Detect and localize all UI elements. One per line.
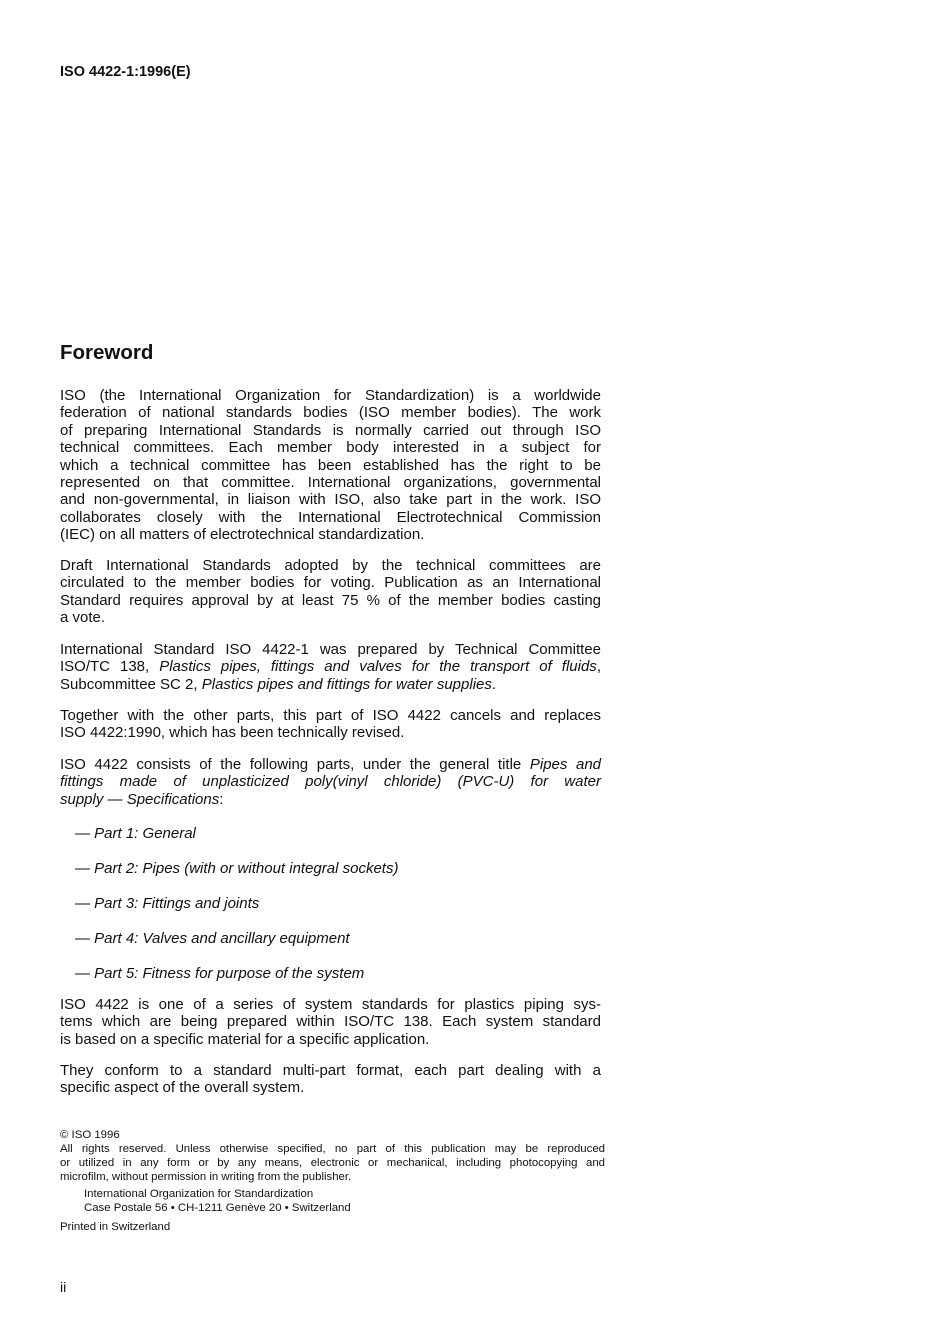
text-line: federation of national standards bodies (ISO member bodies). The work: [60, 404, 601, 422]
text-segment: .: [491, 675, 497, 693]
text-line: represented on that committee. International organizations, governmental: [60, 474, 601, 492]
text-line: [60, 756, 601, 773]
rights-line: microfilm, without permission in writing from the publisher.: [60, 1171, 352, 1183]
italic-title: fittings made of unplasticized poly(vinyl chloride) (PVC-U) for water: [60, 773, 601, 791]
text-line: circulated to the member bodies for voting. Publication as an International: [60, 574, 601, 592]
text-line: is based on a specific material for a specific application.: [60, 1030, 430, 1048]
italic-title: Pipes and: [529, 756, 602, 773]
rights-line: All rights reserved. Unless otherwise specified, no part of this publication may be reproduced: [60, 1143, 605, 1155]
copyright-notice: [60, 1128, 605, 1234]
italic-title: Plastics pipes, fittings and valves for the transport of fluids: [159, 658, 597, 676]
paragraph: [60, 641, 601, 693]
address-line: Case Postale 56 • CH-1211 Genève 20 • Switzerland: [84, 1202, 351, 1214]
paragraph: [60, 387, 601, 544]
text-line: Together with the other parts, this part of ISO 4422 cancels and replaces: [60, 707, 601, 724]
part-list-item: — Part 3: Fittings and joints: [75, 895, 260, 912]
text-line: ISO 4422 is one of a series of system standards for plastics piping sys-: [60, 996, 601, 1013]
paragraph: [60, 707, 601, 742]
paragraph: [60, 1062, 601, 1097]
text-line: specific aspect of the overall system.: [60, 1079, 305, 1097]
text-segment: ISO 4422 consists of the following parts, under the general title: [60, 756, 530, 773]
text-line: which a technical committee has been established has the right to be: [60, 456, 601, 474]
text-line: [60, 773, 601, 790]
text-line: [60, 658, 601, 675]
paragraph: [60, 756, 601, 808]
text-line: technical committees. Each member body interested in a subject for: [60, 439, 601, 457]
text-segment: Subcommittee SC 2,: [60, 675, 202, 693]
italic-title: supply — Specifications: [60, 790, 220, 808]
text-line: Standard requires approval by at least 75 % of the member bodies casting: [60, 591, 601, 609]
printed-in: Printed in Switzerland: [60, 1221, 171, 1233]
italic-title: Plastics pipes and fittings for water supplies: [201, 675, 492, 693]
text-line: (IEC) on all matters of electrotechnical standardization.: [60, 526, 425, 544]
text-segment: :: [219, 790, 224, 808]
text-line: ISO (the International Organization for Standardization) is a worldwide: [60, 387, 601, 404]
paragraph: [60, 996, 601, 1048]
part-list-item: — Part 5: Fitness for purpose of the system: [75, 965, 365, 982]
address-line: International Organization for Standardization: [84, 1188, 314, 1200]
text-line: They conform to a standard multi-part format, each part dealing with a: [60, 1062, 601, 1079]
document-id-header: ISO 4422-1:1996(E): [60, 64, 191, 80]
copyright-line: © ISO 1996: [60, 1129, 120, 1141]
part-list-item: — Part 2: Pipes (with or without integral sockets): [75, 860, 399, 877]
text-line: and non-governmental, in liaison with ISO, also take part in the work. ISO: [60, 491, 601, 509]
text-line: tems which are being prepared within ISO/TC 138. Each system standard: [60, 1013, 601, 1031]
text-line: collaborates closely with the International Electrotechnical Commission: [60, 508, 601, 526]
text-line: Draft International Standards adopted by the technical committees are: [60, 557, 601, 574]
section-title: Foreword: [60, 341, 154, 364]
text-line: [60, 676, 601, 693]
text-line: a vote.: [60, 609, 106, 627]
part-list-item: — Part 4: Valves and ancillary equipment: [75, 930, 350, 947]
text-segment: ,: [596, 658, 601, 676]
rights-line: or utilized in any form or by any means, electronic or mechanical, including photocopying and: [60, 1157, 605, 1169]
text-line: [60, 791, 601, 808]
text-line: ISO 4422:1990, which has been technically revised.: [60, 724, 405, 742]
part-list-item: — Part 1: General: [75, 825, 196, 842]
text-line: of preparing International Standards is normally carried out through ISO: [60, 421, 601, 439]
paragraph: [60, 557, 601, 627]
page-number: ii: [60, 1279, 67, 1295]
text-line: International Standard ISO 4422-1 was prepared by Technical Committee: [60, 641, 601, 658]
text-segment: ISO/TC 138,: [60, 658, 160, 676]
